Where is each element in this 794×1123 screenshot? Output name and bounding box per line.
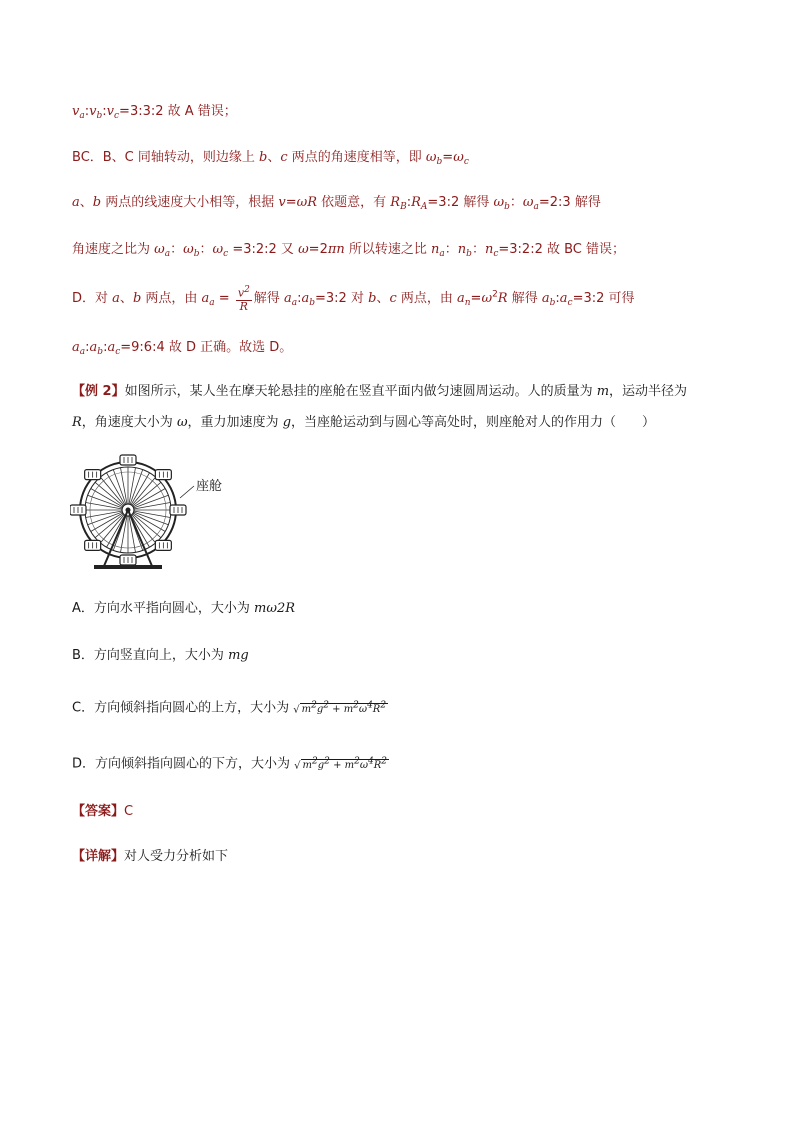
solution-line-4: 角速度之比为 $\omega_a$：$\omega_b$：$\omega_c$ =3:2:2 又 ω=2πn 所以转速之比 $n_a$：$n_b$：$n_c=3:2:2$ 故 BC 错误； [72,242,626,259]
cabin [85,470,101,480]
option-a: A．方向水平指向圆心，大小为 mω2R [72,601,296,616]
option-c: C．方向倾斜指向圆心的上方，大小为 √ $m^2g^2 + m^2\omega^4R^2$ [72,700,387,716]
answer-value: C [124,804,134,819]
option-b: B．方向竖直向上，大小为 mg [72,648,249,663]
cabin [155,470,171,480]
cabin [170,505,186,515]
option-d: D．方向倾斜指向圆心的下方，大小为 √ $m^2g^2 + m^2\omega^4R^2$ [72,756,387,772]
cabin [70,505,86,515]
solution-line-2: BC．B、C 同轴转动，则边缘上 b、c 两点的角速度相等，即 $\omega_b=\omega_c$ [72,150,469,167]
example-question-line-2: R，角速度大小为 ω，重力加速度为 g，当座舱运动到与圆心等高处时，则座舱对人的作用力（ ） [72,415,656,430]
ferris-wheel-figure [70,452,240,582]
solution-line-6: $a_a:a_b:a_c=9:6:4$ 故 D 正确。故选 D。 [72,340,293,357]
detail-line [72,847,228,867]
solution-line-3: a、b 两点的线速度大小相等，根据 v=ωR 依题意，有 $R_B:R_A=3:2$ 解得 $\omega_b$：$\omega_a=2:3$ 解得 [72,195,601,212]
cabin [120,555,136,565]
ferris-wheel-diagram [70,452,240,578]
solution-line-1: $v_a:v_b:v_c=3:3:2$ 故 A 错误； [72,104,237,121]
cabin [120,455,136,465]
answer-line [72,802,133,822]
cabin [85,540,101,550]
cabin-label: 座舱 [196,479,223,494]
cabin [155,540,171,550]
example-question-line-1: 【例 2】如图所示，某人坐在摩天轮悬挂的座舱在竖直平面内做匀速圆周运动。人的质量为 m，运动半径为 [72,384,688,399]
solution-line-5: D．对 a、b 两点，由 $a_a$ = $\frac{v^2}{R}$ 解得 $a_a:a_b=3:2$ 对 b、c 两点，由 $a_n=\omega^2R$ 解得 $a_b:a_c=3:2$ 可得 [72,285,635,313]
detail-text: 对人受力分析如下 [124,849,229,864]
example-tag: 【例 2】 [72,384,125,399]
detail-tag: 【详解】 [72,849,125,864]
answer-tag: 【答案】 [72,804,125,819]
